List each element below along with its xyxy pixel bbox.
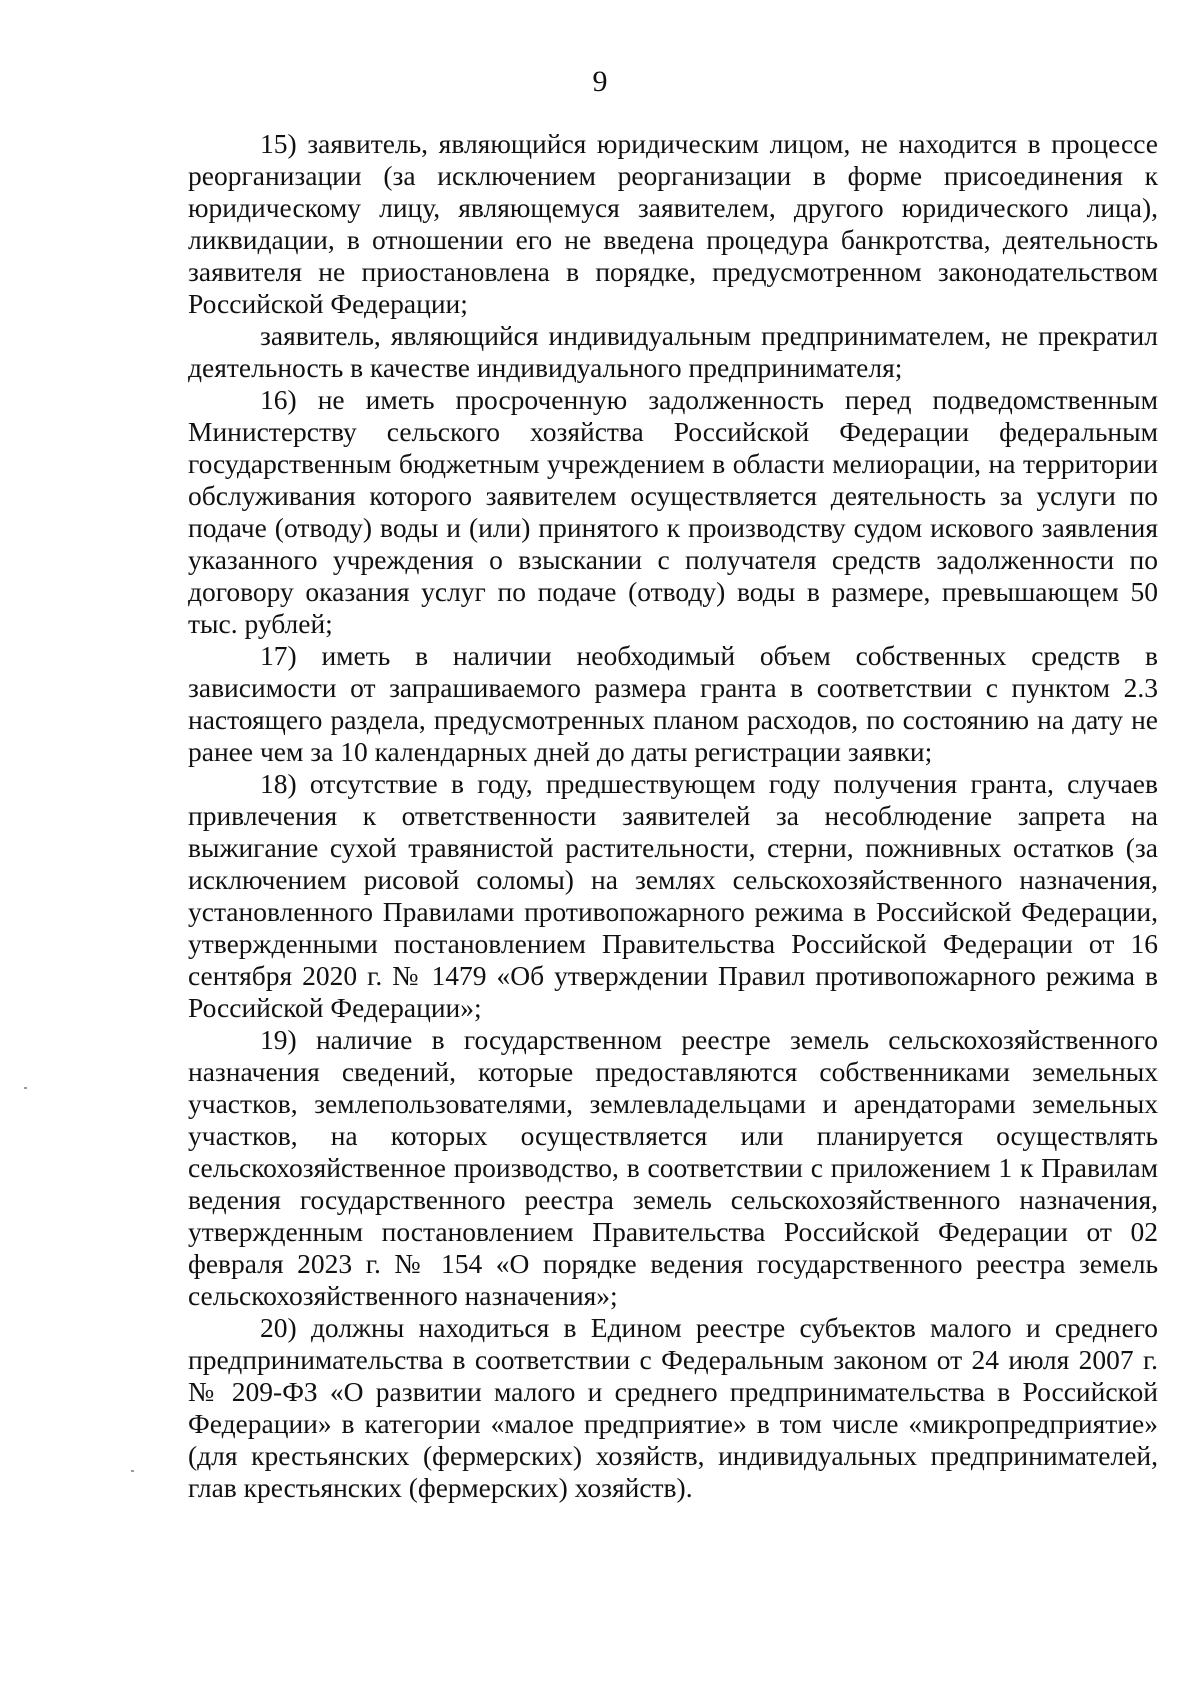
paragraph-item-16: 16) не иметь просроченную задолженность перед подведомственным Министерству сельского хозяйства Российской Федерации федеральным государственным бюджетным учреждением в области мелиорации, на территории обслуживания которого заявителем осуществляется деятельность за услуги по подаче (отводу) воды и (или) принятого к производству судом искового заявления указанного учреждения о взыскании с получателя средств задолженности по договору оказания услуг по подаче (отводу) воды в размере, превышающем 50 тыс. рублей; (188, 384, 1158, 639)
scan-speck (131, 1470, 134, 1472)
page-number: 9 (592, 65, 608, 98)
paragraph-individual-entrepreneur: заявитель, являющийся индивидуальным предпринимателем, не прекратил деятельность в качестве индивидуального предпринимателя; (188, 320, 1158, 383)
paragraph-item-19: 19) наличие в государственном реестре земель сельскохозяйственного назначения сведений, которые предоставляются собственниками земельных участков, землепользователями, землевладельцами и арендаторами земельных участков, на которых осуществляется или планируется осуществлять сельскохозяйственное производство, в соответствии с приложением 1 к Правилам ведения государственного реестра земель сельскохозяйственного назначения, утвержденным постановлением Правительства Российской Федерации от 02 февраля 2023 г. № 154 «О порядке ведения государственного реестра земель сельскохозяйственного назначения»; (188, 1024, 1158, 1311)
paragraph-item-17: 17) иметь в наличии необходимый объем собственных средств в зависимости от запрашиваемого размера гранта в соответствии с пунктом 2.3 настоящего раздела, предусмотренных планом расходов, по состоянию на дату не ранее чем за 10 календарных дней до даты регистрации заявки; (188, 640, 1158, 767)
document-body (188, 128, 1158, 1504)
paragraph-item-18: 18) отсутствие в году, предшествующем году получения гранта, случаев привлечения к ответственности заявителей за несоблюдение запрета на выжигание сухой травянистой растительности, стерни, пожнивных остатков (за исключением рисовой соломы) на землях сельскохозяйственного назначения, установленного Правилами противопожарного режима в Российской Федерации, утвержденными постановлением Правительства Российской Федерации от 16 сентября 2020 г. № 1479 «Об утверждении Правил противопожарного режима в Российской Федерации»; (188, 768, 1158, 1023)
scan-speck (24, 1087, 27, 1089)
paragraph-item-15: 15) заявитель, являющийся юридическим лицом, не находится в процессе реорганизации (за исключением реорганизации в форме присоединения к юридическому лицу, являющемуся заявителем, другого юридического лица), ликвидации, в отношении его не введена процедура банкротства, деятельность заявителя не приостановлена в порядке, предусмотренном законодательством Российской Федерации; (188, 128, 1158, 319)
paragraph-item-20: 20) должны находиться в Едином реестре субъектов малого и среднего предпринимательства в соответствии с Федеральным законом от 24 июля 2007 г. № 209-ФЗ «О развитии малого и среднего предпринимательства в Российской Федерации» в категории «малое предприятие» в том числе «микропредприятие» (для крестьянских (фермерских) хозяйств, индивидуальных предпринимателей, глав крестьянских (фермерских) хозяйств). (188, 1312, 1158, 1503)
